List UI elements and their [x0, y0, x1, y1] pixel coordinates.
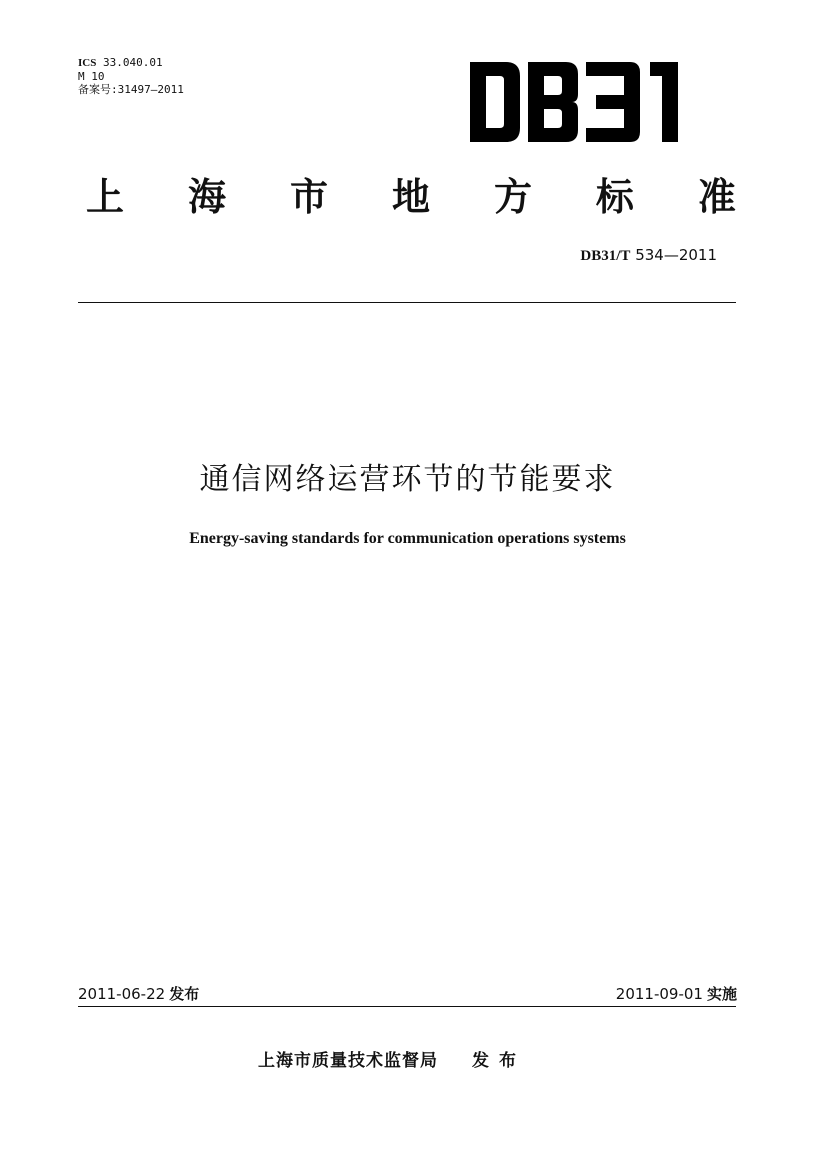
issuing-authority	[258, 1046, 526, 1071]
standard-number	[580, 246, 717, 265]
title-char: 上	[86, 175, 125, 219]
title-char: 地	[391, 175, 430, 219]
title-char: 海	[187, 175, 226, 219]
standard-number-prefix: DB31/T	[580, 248, 631, 264]
filing-number: 备案号:31497—2011	[78, 83, 184, 96]
metadata-block	[78, 56, 184, 96]
title-char: 方	[493, 175, 532, 219]
document-title-cn: 通信网络运营环节的节能要求	[199, 462, 616, 497]
ics-label: ICS	[78, 57, 97, 69]
top-divider	[78, 302, 736, 303]
issuer-suffix: 发布	[472, 1051, 526, 1071]
standard-category-title	[86, 166, 736, 221]
ics-line	[78, 56, 184, 70]
category-code: M 10	[78, 70, 105, 83]
implement-label: 实施	[706, 985, 737, 1003]
issue-date: 2011-06-22	[78, 985, 166, 1003]
standard-number-value: 534—2011	[635, 246, 717, 264]
ics-code: 33.040.01	[102, 56, 163, 69]
document-title-en: Energy-saving standards for communication operations systems	[189, 530, 626, 547]
title-char: 市	[289, 175, 328, 219]
issue-label: 发布	[169, 985, 200, 1003]
title-char: 准	[697, 175, 736, 219]
bottom-divider	[78, 1006, 736, 1007]
implement-date: 2011-09-01	[615, 985, 703, 1003]
db31-logo	[470, 62, 692, 142]
issue-date-block	[78, 983, 199, 1004]
issuer-name: 上海市质量技术监督局	[258, 1051, 438, 1071]
title-char: 标	[595, 175, 634, 219]
implement-date-block	[616, 983, 737, 1004]
